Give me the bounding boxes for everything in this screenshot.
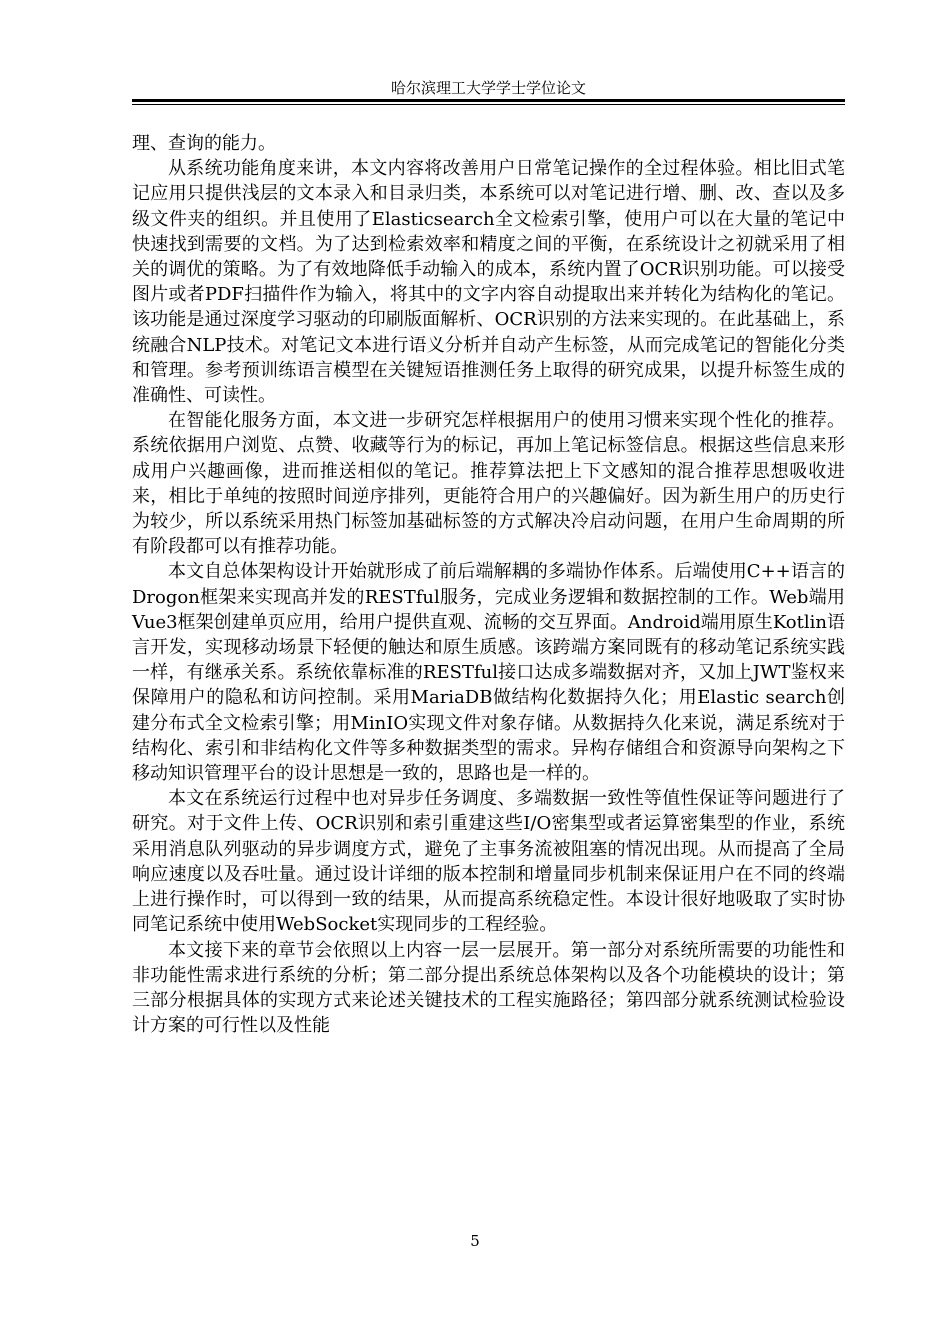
paragraph-recommendation: 在智能化服务方面，本文进一步研究怎样根据用户的使用习惯来实现个性化的推荐。系统依据用户浏览、点赞、收藏等行为的标记，再加上笔记标签信息。根据这些信息来形成用户兴趣画像，进而推送相似的笔记。推荐算法把上下文感知的混合推荐思想吸收进来，相比于单纯的按照时间逆序排列，更能符合用户的兴趣偏好。因为新生用户的历史行为较少，所以系统采用热门标签加基础标签的方式解决冷启动问题，在用户生命周期的所有阶段都可以有推荐功能。 bbox=[132, 410, 845, 558]
paragraph-async-consistency: 本文在系统运行过程中也对异步任务调度、多端数据一致性等值性保证等问题进行了研究。对于文件上传、OCR识别和索引重建这些I/O密集型或者运算密集型的作业，系统采用消息队列驱动的异步调度方式，避免了主事务流被阻塞的情况出现。从而提高了全局响应速度以及吞吐量。通过设计详细的版本控制和增量同步机制来保证用户在不同的终端上进行操作时，可以得到一致的结果，从而提高系统稳定性。本设计很好地吸取了实时协同笔记系统中使用WebSocket实现同步的工程经验。 bbox=[132, 788, 845, 936]
paragraph-functionality: 从系统功能角度来讲，本文内容将改善用户日常笔记操作的全过程体验。相比旧式笔记应用只提供浅层的文本录入和目录归类，本系统可以对笔记进行增、删、改、查以及多级文件夹的组织。并且使用了Elasticsearch全文检索引擎，使用户可以在大量的笔记中快速找到需要的文档。为了达到检索效率和精度之间的平衡，在系统设计之初就采用了相关的调优的策略。为了有效地降低手动输入的成本，系统内置了OCR识别功能。可以接受图片或者PDF扫描件作为输入，将其中的文字内容自动提取出来并转化为结构化的笔记。该功能是通过深度学习驱动的印刷版面解析、OCR识别的方法来实现的。在此基础上，系统融合NLP技术。对笔记文本进行语义分析并自动产生标签，从而完成笔记的智能化分类和管理。参考预训练语言模型在关键短语推测任务上取得的研究成果，以提升标签生成的准确性、可读性。 bbox=[132, 158, 845, 407]
header-rule-thick bbox=[132, 99, 845, 102]
paragraph-architecture: 本文自总体架构设计开始就形成了前后端解耦的多端协作体系。后端使用C++语言的Drogon框架来实现高并发的RESTful服务，完成业务逻辑和数据控制的工作。Web端用Vue3框架创建单页应用，给用户提供直观、流畅的交互界面。Android端用原生Kotlin语言开发，实现移动场景下轻便的触达和原生质感。该跨端方案同既有的移动笔记系统实践一样，有继承关系。系统依靠标准的RESTful接口达成多端数据对齐，又加上JWT鉴权来保障用户的隐私和访问控制。采用MariaDB做结构化数据持久化；用Elastic search创建分布式全文检索引擎；用MinIO实现文件对象存储。从数据持久化来说，满足系统对于结构化、索引和非结构化文件等多种数据类型的需求。异构存储组合和资源导向架构之下移动知识管理平台的设计思想是一致的，思路也是一样的。 bbox=[132, 561, 845, 785]
page-number: 5 bbox=[470, 1232, 480, 1250]
running-header: 哈尔滨理工大学学士学位论文 bbox=[390, 79, 586, 97]
paragraph-chapter-outline: 本文接下来的章节会依照以上内容一层一层展开。第一部分对系统所需要的功能性和非功能性需求进行系统的分析；第二部分提出系统总体架构以及各个功能模块的设计；第三部分根据具体的实现方式来论述关键技术的工程实施路径；第四部分就系统测试检验设计方案的可行性以及性能 bbox=[132, 939, 845, 1037]
header-rule-thin bbox=[132, 104, 845, 105]
paragraph-continuation: 理、查询的能力。 bbox=[132, 133, 276, 154]
body-text bbox=[132, 131, 845, 1038]
